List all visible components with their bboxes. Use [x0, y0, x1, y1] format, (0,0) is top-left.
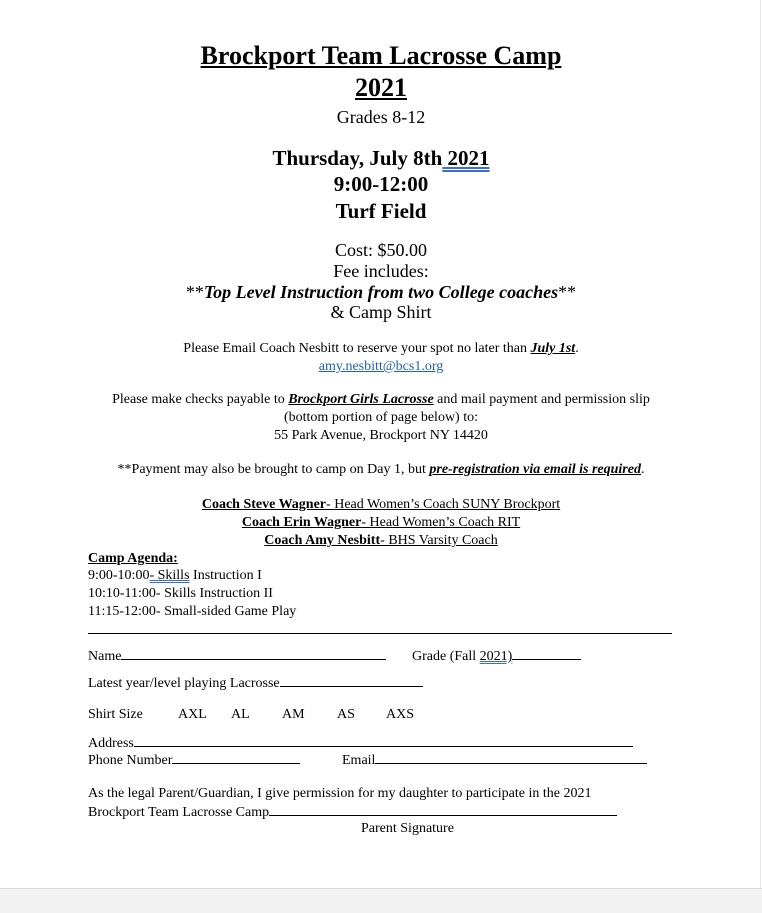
grade-blank[interactable] — [512, 646, 581, 660]
coach-name: Coach Amy Nesbitt — [264, 533, 381, 548]
address-label: Address — [88, 736, 134, 751]
email-field[interactable] — [342, 750, 647, 770]
notice-after: . — [640, 462, 645, 477]
event-time: 9:00-12:00 — [333, 172, 429, 196]
agenda-item-time: 9:00-10:00 — [88, 568, 150, 583]
coach-role: Head Women’s Coach RIT — [369, 515, 521, 530]
instruction-line — [0, 282, 762, 302]
grade-field[interactable] — [412, 646, 581, 666]
phone-label: Phone Number — [88, 753, 173, 768]
level-label: Latest year/level playing Lacrosse — [88, 676, 280, 691]
payment-notice — [0, 461, 762, 479]
email-text-before: Please Email Coach Nesbitt to reserve your spot no later than — [183, 341, 531, 356]
address-blank[interactable] — [134, 733, 633, 747]
instruction-text: Top Level Instruction from two College coaches — [203, 282, 559, 302]
email-link-row — [0, 358, 762, 376]
coach-name: Coach Erin Wagner — [241, 515, 362, 530]
coach-line — [0, 514, 762, 532]
size-option-axs[interactable]: AXS — [386, 707, 415, 722]
grade-year: 2021) — [479, 649, 513, 664]
level-field[interactable] — [88, 673, 423, 693]
grade-label: Grade (Fall — [412, 649, 480, 664]
notice-emphasis: pre-registration via email is required — [429, 462, 641, 477]
agenda-item-rest: Instruction I — [189, 568, 262, 583]
coach-sep: - — [380, 533, 389, 548]
event-date — [0, 145, 762, 171]
viewer-bottom-bar — [0, 888, 762, 913]
email-link[interactable]: amy.nesbitt@bcs1.org — [318, 359, 444, 374]
size-option-as[interactable]: AS — [337, 707, 355, 722]
signature-label: Parent Signature — [361, 821, 454, 836]
deadline-date: July 1st — [530, 341, 576, 356]
coach-sep: - — [361, 515, 370, 530]
phone-blank[interactable] — [172, 750, 300, 764]
email-text-after: . — [575, 341, 579, 356]
coach-line — [0, 532, 762, 550]
name-blank[interactable] — [121, 646, 386, 660]
signature-blank[interactable] — [269, 802, 617, 816]
camp-title: Brockport Team Lacrosse Camp — [200, 41, 562, 70]
email-instruction — [0, 340, 762, 358]
grades-label: Grades 8-12 — [336, 107, 426, 127]
agenda-item-sep: - Skills — [149, 568, 190, 583]
payment-text-after: and mail payment and permission slip — [433, 392, 650, 407]
fee-includes-label: Fee includes: — [333, 261, 429, 281]
stars-right: ** — [558, 282, 577, 302]
payment-line2: (bottom portion of page below) to: — [283, 410, 479, 425]
email-blank[interactable] — [375, 750, 647, 764]
mailing-address: 55 Park Avenue, Brockport NY 14420 — [274, 428, 488, 443]
signature-field[interactable] — [88, 802, 617, 822]
stars-left: ** — [185, 282, 204, 302]
phone-field[interactable] — [88, 750, 300, 770]
camp-year: 2021 — [355, 73, 407, 102]
coach-line — [0, 496, 762, 514]
coach-role: BHS Varsity Coach — [388, 533, 498, 548]
cut-line — [88, 633, 672, 634]
permission-text-line2: Brockport Team Lacrosse Camp — [88, 805, 270, 820]
coach-sep: - — [326, 497, 335, 512]
size-option-al[interactable]: AL — [231, 707, 250, 722]
agenda-item: 11:15-12:00- Small-sided Game Play — [88, 604, 297, 619]
event-location: Turf Field — [335, 199, 427, 223]
cost-line: Cost: $50.00 — [334, 240, 427, 260]
notice-before: **Payment may also be brought to camp on Day 1, but — [117, 462, 430, 477]
agenda-heading: Camp Agenda: — [88, 551, 178, 566]
permission-text-line1: As the legal Parent/Guardian, I give permission for my daughter to participate in the 2021 — [88, 786, 592, 801]
name-label: Name — [88, 649, 122, 664]
event-date-prefix: Thursday, July 8th — [272, 146, 443, 170]
shirt-size-label: Shirt Size — [88, 707, 143, 722]
agenda-item: 10:10-11:00- Skills Instruction II — [88, 586, 273, 601]
size-option-am[interactable]: AM — [282, 707, 305, 722]
payment-line1 — [0, 391, 762, 409]
size-option-axl[interactable]: AXL — [178, 707, 207, 722]
name-field[interactable] — [88, 646, 386, 666]
shirt-line: & Camp Shirt — [330, 302, 432, 322]
agenda-item — [88, 567, 262, 585]
email-label: Email — [342, 753, 376, 768]
payment-text-before: Please make checks payable to — [112, 392, 289, 407]
payee-name: Brockport Girls Lacrosse — [288, 392, 434, 407]
event-date-year: 2021 — [442, 146, 490, 170]
coach-name: Coach Steve Wagner — [201, 497, 327, 512]
coach-role: Head Women’s Coach SUNY Brockport — [334, 497, 561, 512]
level-blank[interactable] — [280, 673, 423, 687]
